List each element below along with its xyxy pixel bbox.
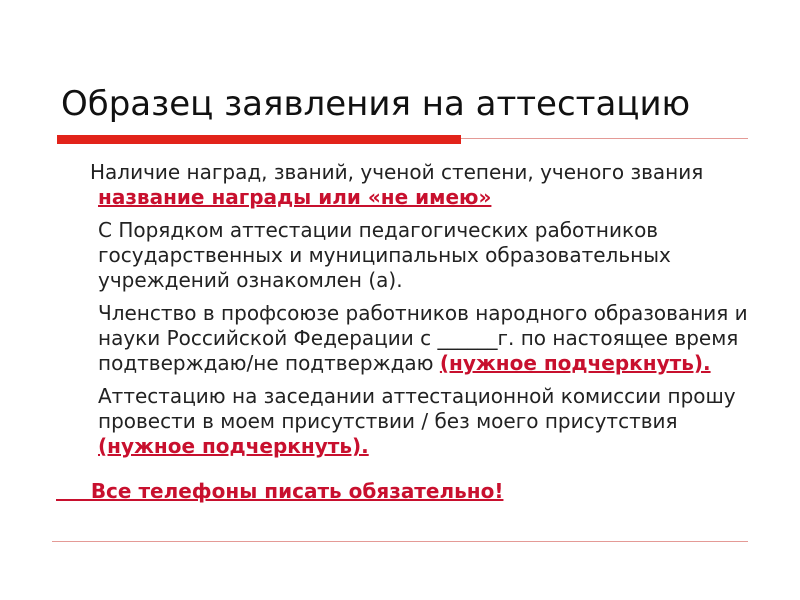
presence-paragraph [98, 384, 758, 459]
union-paragraph [98, 301, 758, 376]
procedure-paragraph [98, 218, 758, 293]
bottom-divider [52, 541, 748, 542]
phones-note: Все телефоны писать обязательно! [56, 479, 504, 503]
procedure-text: С Порядком аттестации педагогических работников государственных и муниципальных образовательных учреждений ознакомлен (а). [98, 218, 671, 292]
union-text: Членство в профсоюзе работников народного образования и науки Российской Федерации с ______г. по настоящее время подтверждаю/не подтверждаю [98, 301, 748, 375]
awards-paragraph [90, 160, 758, 210]
slide-title: Образец заявления на аттестацию [61, 84, 691, 124]
awards-text: Наличие наград, званий, ученой степени, ученого звания [90, 160, 704, 184]
form-text-block [90, 160, 758, 467]
presence-highlight: (нужное подчеркнуть). [98, 434, 369, 458]
title-underline-thin [461, 138, 748, 139]
union-highlight: (нужное подчеркнуть). [439, 351, 711, 375]
awards-highlight: название награды или «не имею» [98, 185, 492, 209]
title-underline-thick [57, 135, 461, 144]
presence-text: Аттестацию на заседании аттестационной комиссии прошу провести в моем присутствии / без моего присутствия [98, 384, 736, 433]
